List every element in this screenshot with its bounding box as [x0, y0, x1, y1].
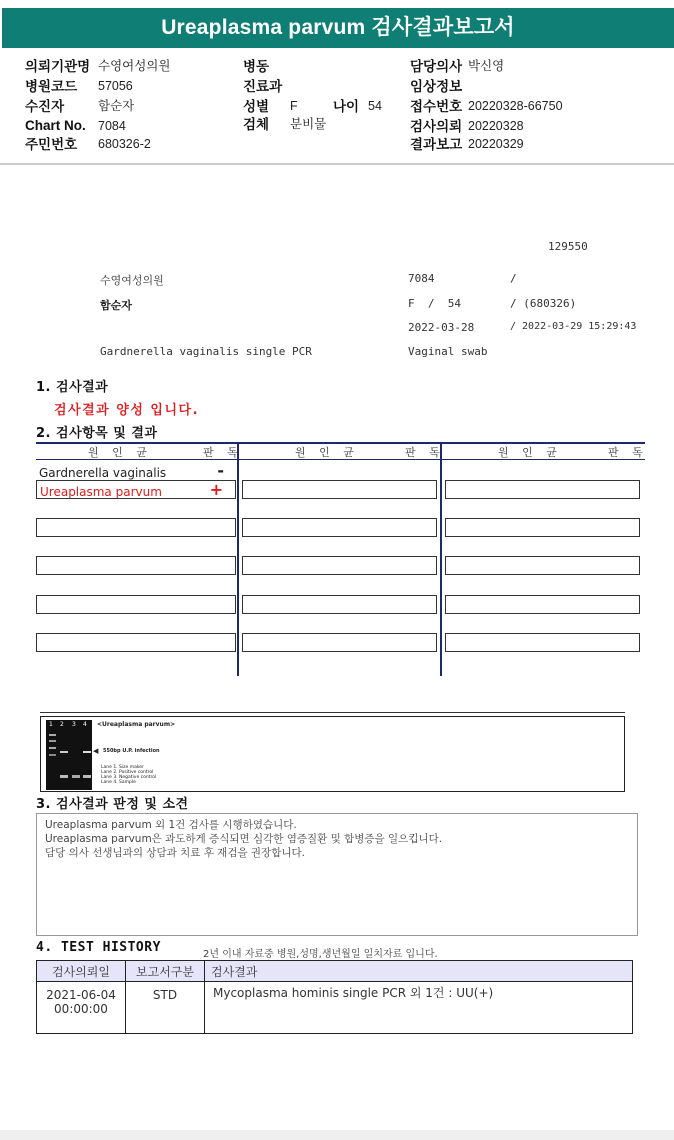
gel-image-frame: [40, 716, 625, 792]
gel-band: [49, 734, 56, 736]
gel-title: <Ureaplasma parvum>: [97, 721, 176, 728]
hospital-code-label: 병원코드: [25, 79, 78, 94]
history-date-cell: [37, 982, 126, 1034]
gel-legend: [101, 765, 156, 785]
grid-divider-2: [440, 442, 442, 676]
history-header-result: 검사결과: [205, 961, 633, 982]
gel-band: [49, 747, 56, 749]
report-title: Ureaplasma parvum 검사결과보고서: [2, 8, 674, 48]
header-divider: [0, 163, 674, 165]
request-date-value: 20220328: [468, 119, 524, 133]
specimen-label: 검체: [243, 117, 270, 132]
age-value: 54: [368, 99, 382, 113]
empty-cell: [242, 518, 437, 537]
lane-number: 2: [60, 721, 64, 728]
gel-band: [72, 775, 80, 778]
pathogen-name: Gardnerella vaginalis: [39, 466, 167, 480]
section-2-title: 2. 검사항목 및 결과: [36, 426, 158, 441]
section-4-title: 4. TEST HISTORY: [36, 940, 161, 955]
gel-band: [49, 740, 56, 742]
col-header-pathogen-2: 원 인 균: [295, 446, 359, 459]
empty-cell: [242, 633, 437, 652]
empty-cell: [445, 518, 640, 537]
empty-cell: [445, 633, 640, 652]
clinical-info-label: 임상정보: [410, 79, 463, 94]
department-label: 진료과: [243, 79, 283, 94]
resident-no-value: 680326-2: [98, 137, 151, 151]
gel-legend-item: Lane 2. Positive control: [101, 770, 154, 775]
history-header-date: 검사의뢰일: [37, 961, 126, 982]
lane-number: 1: [49, 721, 53, 728]
sex-label: 성별: [243, 99, 270, 114]
col-header-pathogen-3: 원 인 균: [498, 446, 562, 459]
history-time: 00:00:00: [54, 1002, 108, 1016]
age-label: 나이: [333, 99, 360, 114]
report-date-value: 20220329: [468, 137, 524, 151]
gel-band: [60, 775, 68, 778]
empty-cell: [445, 480, 640, 499]
info-test-name: Gardnerella vaginalis single PCR: [100, 345, 312, 358]
history-date: 2021-06-04: [46, 988, 116, 1002]
col-header-judge-2: 판 독: [405, 446, 445, 459]
result-row: [36, 462, 236, 481]
info-sex-age: F / 54: [408, 297, 461, 310]
empty-cell: [36, 556, 236, 575]
history-result: Mycoplasma hominis single PCR 외 1건 : UU(+): [205, 982, 633, 1034]
info-request-date: 2022-03-28: [408, 321, 475, 334]
empty-cell: [242, 595, 437, 614]
info-patient: 함순자: [100, 299, 132, 312]
chart-no-value: 7084: [98, 119, 126, 133]
info-slash: /: [510, 272, 517, 285]
pathogen-name: Ureaplasma parvum: [40, 485, 162, 499]
empty-cell: [36, 518, 236, 537]
info-hospital: 수영여성의원: [100, 274, 164, 287]
history-table: [36, 960, 633, 1034]
history-row: [37, 982, 633, 1034]
sex-value: F: [290, 99, 298, 113]
empty-cell: [36, 595, 236, 614]
result-positive-message: 검사결과 양성 입니다.: [54, 403, 200, 418]
section-1-title: 1. 검사결과: [36, 380, 109, 395]
history-header-row: [37, 961, 633, 982]
gel-band: [83, 775, 91, 778]
chart-no-label: Chart No.: [25, 118, 86, 133]
result-negative-mark: -: [217, 461, 224, 480]
opinion-line: 담당 의사 선생님과의 상담과 치료 후 재검을 권장합니다.: [45, 847, 305, 859]
gel-electrophoresis-image: [46, 720, 92, 790]
report-date-label: 결과보고: [410, 137, 463, 152]
hospital-label: 의뢰기관명: [25, 59, 91, 74]
ward-label: 병동: [243, 59, 270, 74]
gel-band: [83, 751, 91, 753]
gel-legend-item: Lane 1. Size maker: [101, 765, 144, 770]
empty-cell: [445, 556, 640, 575]
lane-number: 3: [72, 721, 76, 728]
gel-legend-item: Lane 4. Sample: [101, 780, 136, 785]
info-code: 129550: [548, 240, 588, 253]
specimen-value: 분비물: [290, 117, 327, 131]
col-header-judge-3: 판 독: [608, 446, 648, 459]
doctor-value: 박신영: [468, 59, 505, 73]
request-date-label: 검사의뢰: [410, 119, 463, 134]
receipt-no-value: 20220328-66750: [468, 99, 563, 113]
empty-cell: [242, 480, 437, 499]
bottom-bar: [0, 1130, 674, 1140]
gel-band: [60, 751, 68, 753]
arrow-left-icon: ◀: [93, 747, 99, 755]
empty-cell: [36, 633, 236, 652]
empty-cell: [242, 556, 437, 575]
gel-band-label: 550bp U.P. infection: [103, 748, 160, 754]
history-header-type: 보고서구분: [126, 961, 205, 982]
opinion-box: [36, 813, 638, 936]
history-note: 2년 이내 자료중 병원,성명,생년월일 일치자료 입니다.: [203, 949, 438, 960]
gel-legend-item: Lane 3. Negative control: [101, 775, 157, 780]
lane-number: 4: [83, 721, 87, 728]
receipt-no-label: 접수번호: [410, 99, 463, 114]
history-type: STD: [126, 982, 205, 1034]
result-positive-mark: +: [209, 480, 223, 499]
col-header-pathogen-1: 원 인 균: [88, 446, 152, 459]
info-chart: 7084: [408, 272, 435, 285]
grid-divider-1: [237, 442, 239, 676]
patient-label: 수진자: [25, 99, 65, 114]
hospital-value: 수영여성의원: [98, 59, 171, 73]
info-report-datetime: / 2022-03-29 15:29:43: [510, 321, 637, 332]
section-3-title: 3. 검사결과 판정 및 소견: [36, 797, 189, 812]
opinion-line: Ureaplasma parvum 외 1건 검사를 시행하였습니다.: [45, 819, 297, 831]
patient-value: 함순자: [98, 99, 135, 113]
hospital-code-value: 57056: [98, 79, 133, 93]
gel-band: [49, 754, 56, 756]
opinion-line: Ureaplasma parvum은 과도하게 증식되면 심각한 염증질환 및 합병증을 일으킵니다.: [45, 833, 443, 845]
gel-top-rule: [40, 712, 625, 713]
col-header-judge-1: 판 독: [203, 446, 243, 459]
info-specimen: Vaginal swab: [408, 345, 488, 358]
result-row: [36, 480, 236, 499]
empty-cell: [445, 595, 640, 614]
info-birth: / (680326): [510, 297, 577, 310]
resident-no-label: 주민번호: [25, 137, 78, 152]
doctor-label: 담당의사: [410, 59, 463, 74]
